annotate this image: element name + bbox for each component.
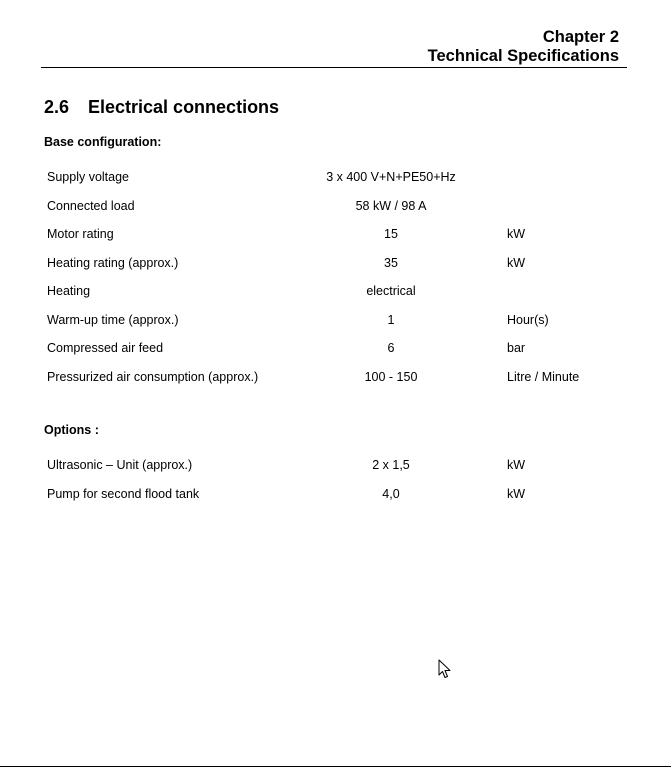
- table-row: [47, 284, 607, 313]
- section-number: 2.6: [44, 97, 70, 117]
- spec-label: Motor rating: [47, 227, 114, 241]
- table-row: [47, 341, 607, 370]
- options-heading: Options :: [44, 423, 99, 437]
- spec-value: 1: [387, 312, 395, 327]
- section-heading: [44, 97, 279, 118]
- table-row: [47, 313, 607, 342]
- section-title: Electrical connections: [88, 97, 280, 117]
- base-configuration-table: [47, 170, 607, 398]
- spec-label: Connected load: [47, 198, 135, 213]
- options-table: [47, 458, 607, 515]
- spec-value: 2 x 1,5: [372, 458, 410, 472]
- spec-value: 58 kW / 98 A: [355, 198, 427, 213]
- table-row: [47, 227, 607, 256]
- spec-label: Heating: [47, 284, 91, 298]
- table-row: [47, 370, 607, 399]
- spec-value: 35: [384, 255, 398, 270]
- spec-value: electrical: [366, 284, 416, 298]
- spec-value: 6: [387, 341, 395, 355]
- spec-unit: kW: [507, 255, 526, 270]
- table-row: [47, 458, 607, 487]
- page-bottom-divider: [0, 766, 671, 767]
- spec-label: Warm-up time (approx.): [47, 312, 179, 327]
- spec-unit: Litre / Minute: [507, 369, 580, 384]
- table-row: [47, 487, 607, 516]
- chapter-label: Chapter 2: [542, 28, 619, 46]
- spec-label: Ultrasonic – Unit (approx.): [47, 458, 193, 472]
- table-row: [47, 256, 607, 285]
- spec-unit: Hour(s): [507, 312, 549, 327]
- table-row: [47, 199, 607, 228]
- spec-value: 100 - 150: [364, 369, 418, 384]
- spec-label: Compressed air feed: [47, 341, 164, 355]
- table-row: [47, 170, 607, 199]
- spec-unit: bar: [507, 341, 526, 355]
- spec-value: 15: [384, 227, 398, 241]
- spec-unit: kW: [507, 486, 526, 501]
- spec-unit: kW: [507, 458, 526, 472]
- spec-value: 3 x 400 V+N+PE50+Hz: [326, 170, 456, 184]
- chapter-title: Technical Specifications: [427, 47, 619, 65]
- page-header: [428, 28, 619, 66]
- spec-value: 4,0: [382, 486, 400, 501]
- spec-unit: kW: [507, 227, 526, 241]
- base-configuration-heading: Base configuration:: [44, 135, 162, 149]
- spec-label: Supply voltage: [47, 170, 130, 184]
- spec-label: Pump for second flood tank: [47, 486, 200, 501]
- spec-label: Heating rating (approx.): [47, 255, 179, 270]
- spec-label: Pressurized air consumption (approx.): [47, 369, 259, 384]
- header-divider: [41, 67, 627, 68]
- mouse-pointer-icon: [438, 659, 452, 679]
